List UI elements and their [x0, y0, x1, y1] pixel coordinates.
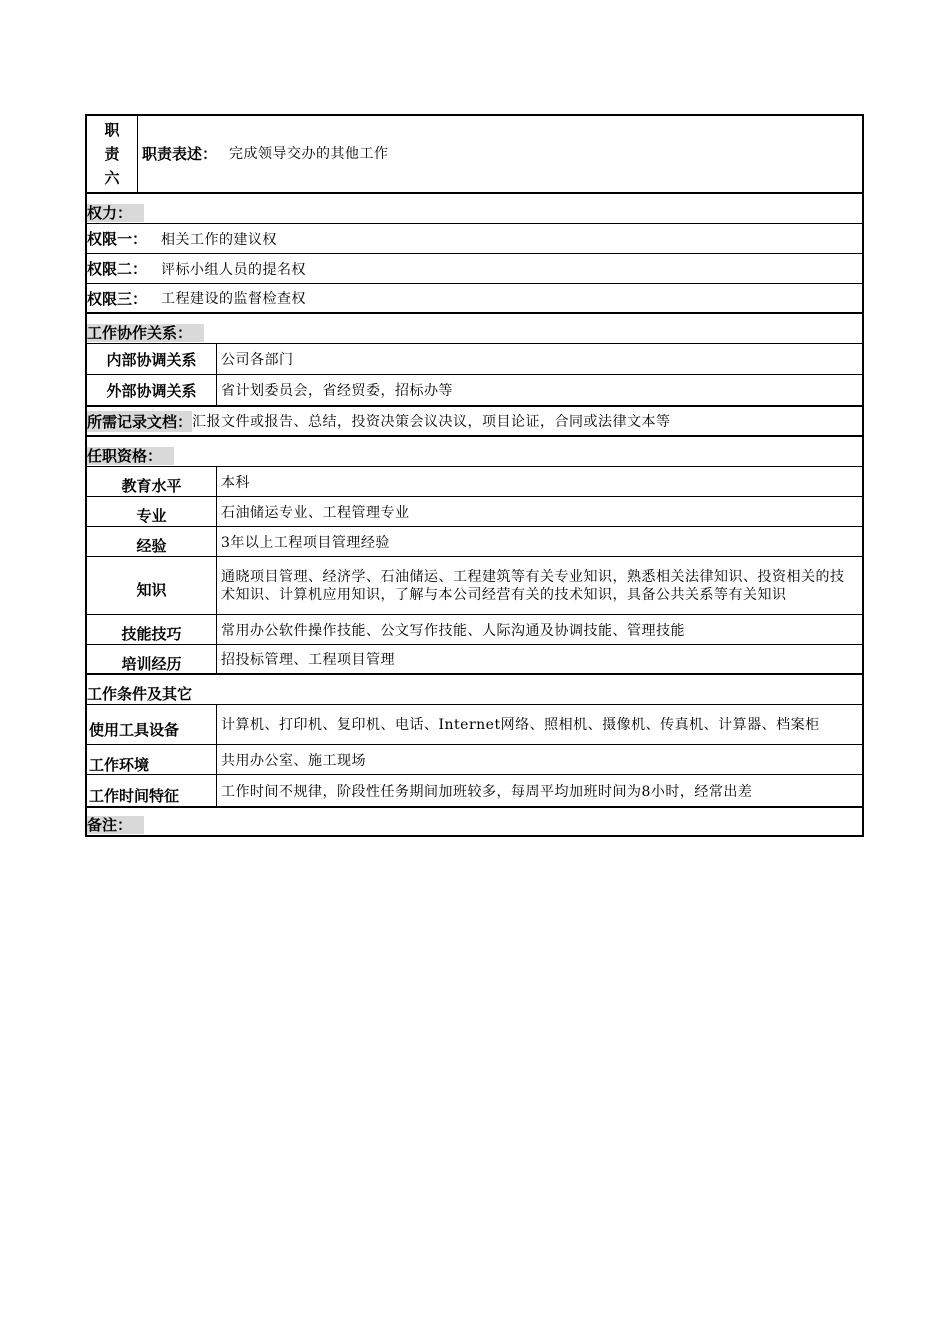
records-label: 所需记录文档： [87, 412, 193, 431]
job-description-form [85, 114, 864, 837]
knowledge-label-text: 知识 [136, 581, 167, 599]
experience-label [87, 527, 217, 556]
environment-row [87, 745, 862, 775]
authority-item-1 [87, 224, 862, 254]
work-time-label [87, 775, 217, 806]
work-time-value: 工作时间不规律，阶段性任务期间加班较多，每周平均加班时间为8小时，经常出差 [221, 783, 753, 800]
experience-row [87, 527, 862, 557]
records-value: 汇报文件或报告、总结，投资决策会议决议，项目论证，合同或法律文本等 [192, 414, 671, 430]
duty-desc-value: 完成领导交办的其他工作 [229, 146, 389, 162]
experience-label-text: 经验 [136, 537, 167, 555]
authority-value: 工程建设的监督检查权 [161, 291, 307, 307]
internal-relations-value: 公司各部门 [221, 352, 294, 368]
authority-header-row [87, 194, 862, 224]
tools-label [87, 705, 217, 744]
knowledge-value: 通晓项目管理、经济学、石油储运、工程建筑等有关专业知识，熟悉相关法律知识、投资相关的技术知识、计算机应用知识，了解与本公司经营有关的技术知识，具备公共关系等有关知识 [221, 568, 845, 603]
tools-value: 计算机、打印机、复印机、电话、Internet网络、照相机、摄像机、传真机、计算器、档案柜 [221, 716, 820, 733]
major-label-text: 专业 [136, 507, 167, 525]
external-relations-row [87, 375, 862, 407]
duty-desc-label: 职责表述： [142, 145, 218, 163]
authority-item-3 [87, 284, 862, 314]
relations-header: 工作协作关系： [87, 324, 204, 342]
qualifications-header-row [87, 437, 862, 467]
internal-relations-label: 内部协调关系 [87, 344, 217, 374]
skills-label-text: 技能技巧 [121, 625, 182, 643]
authority-value: 评标小组人员的提名权 [161, 261, 307, 278]
conditions-header: 工作条件及其它 [87, 685, 193, 703]
duty-six-description [138, 116, 862, 186]
records-row [87, 407, 862, 437]
duty-label-char: 责 [104, 145, 120, 163]
tools-row [87, 705, 862, 745]
education-label-text: 教育水平 [121, 477, 182, 495]
knowledge-label [87, 557, 217, 614]
notes-header: 备注： [87, 816, 144, 834]
tools-label-text: 使用工具设备 [89, 721, 180, 739]
major-row [87, 497, 862, 527]
conditions-header-row [87, 675, 862, 705]
notes-row [87, 808, 862, 835]
authority-header: 权力： [87, 204, 144, 222]
training-value: 招投标管理、工程项目管理 [221, 652, 395, 668]
authority-label: 权限三： [87, 289, 148, 308]
environment-label [87, 745, 217, 774]
experience-value: 3年以上工程项目管理经验 [221, 534, 390, 551]
relations-header-row [87, 314, 862, 344]
skills-row [87, 615, 862, 645]
education-label [87, 467, 217, 496]
duty-six-label [87, 116, 138, 192]
authority-item-2 [87, 254, 862, 284]
education-value: 本科 [221, 474, 250, 491]
environment-label-text: 工作环境 [89, 756, 150, 774]
external-relations-label: 外部协调关系 [87, 375, 217, 405]
duty-label-char: 六 [104, 169, 120, 187]
knowledge-row [87, 557, 862, 615]
authority-label: 权限一： [87, 230, 148, 248]
training-label [87, 645, 217, 673]
training-label-text: 培训经历 [121, 654, 182, 673]
qualifications-header: 任职资格： [87, 447, 174, 465]
work-time-label-text: 工作时间特征 [89, 787, 180, 805]
internal-relations-row [87, 344, 862, 375]
work-time-row [87, 775, 862, 808]
duty-label-char: 职 [104, 121, 120, 139]
education-row [87, 467, 862, 497]
external-relations-value: 省计划委员会，省经贸委，招标办等 [221, 383, 453, 399]
skills-value: 常用办公软件操作技能、公文写作技能、人际沟通及协调技能、管理技能 [221, 622, 685, 639]
skills-label [87, 615, 217, 644]
authority-value: 相关工作的建议权 [161, 231, 278, 248]
authority-label: 权限二： [87, 260, 148, 278]
major-value: 石油储运专业、工程管理专业 [221, 504, 410, 521]
duty-six-row [87, 116, 862, 194]
environment-value: 共用办公室、施工现场 [221, 752, 366, 769]
major-label [87, 497, 217, 526]
training-row [87, 645, 862, 675]
